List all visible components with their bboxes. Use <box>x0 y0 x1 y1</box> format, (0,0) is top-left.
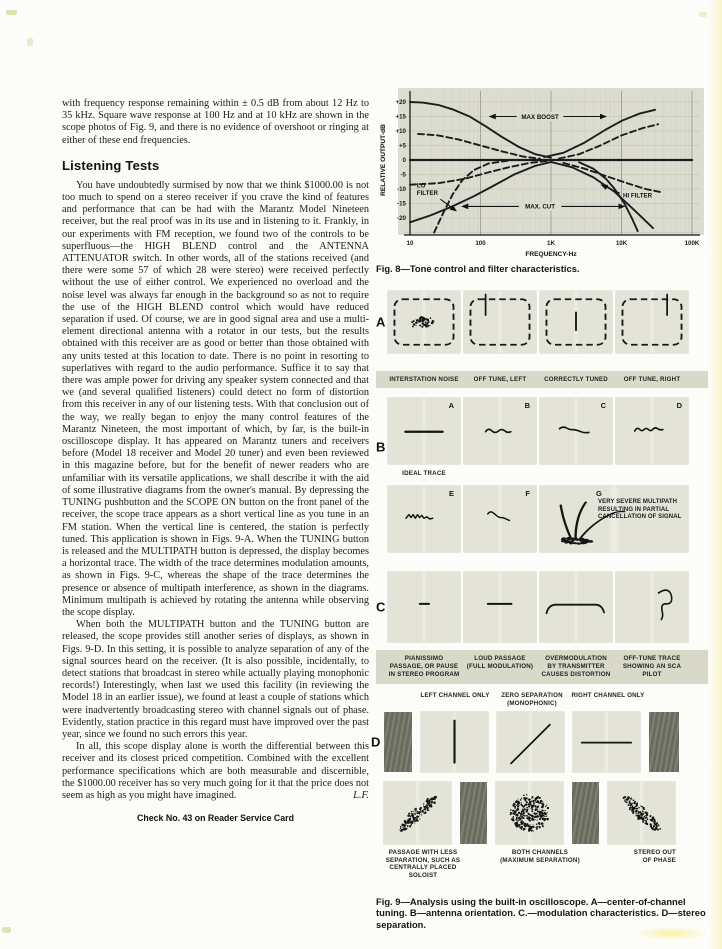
svg-text:10: 10 <box>406 240 414 247</box>
fig9-row-rowa <box>376 291 708 353</box>
screen-label: OFF-TUNE TRACE SHOWING AN SCA PILOT <box>622 655 682 678</box>
fig8-chart-svg <box>376 85 706 259</box>
screen-label: BOTH CHANNELS (MAXIMUM SEPARATION) <box>500 848 580 864</box>
svg-text:+20: +20 <box>395 99 406 107</box>
screen-letter: D <box>676 401 682 411</box>
row-d-labels <box>376 849 708 893</box>
reader-service-note: Check No. 43 on Reader Service Card <box>137 813 294 824</box>
svg-text:MAX BOOST: MAX BOOST <box>521 113 559 121</box>
screen-header: LEFT CHANNEL ONLY <box>420 691 490 699</box>
photo-strip <box>649 712 679 772</box>
scope-screen-noise-blob <box>388 291 460 353</box>
article-column <box>62 98 369 823</box>
screen-label: CORRECTLY TUNED <box>544 375 608 383</box>
article-paragraph-1: You have undoubtedly surmised by now that we think $1000.00 is not too much to spend on a stereo receiver if you crave the kind of features and performance that can be had with the Marantz Model Nineteen receiver, but the real proof was in its use and in listening to it. Frankly, in our experiments with FM reception, we found two of the controls to be superfluous—the HIGH BLEND control and the ANTENNA ATTENUATOR switch. In other words, all of the stations received (and there were some 57 of which 28 were stereo) were received perfectly without the use of either control. We experienced no overload and the noise level was always far enough in the background so as not to require the use of the HIGH BLEND control which would have reduced separation if used. Of course, we are in good signal area and use a multi-element directional antenna with a rotator in our tests, but the results obtained with this receiver are as good or better than those obtained with any units tested at this location to date. There is no point in resorting to superlatives with regard to the audio performance. Suffice it to say that there was ample power for driving any speaker system connected and that we (and several qualified listeners) could detect no form of distortion from this receiver in any of our listening tests. With that conclusion out of the way, we really began to enjoy the many control features of the Marantz Nineteen, the most important of which, by far, is the built-in oscilloscope display. It has appeared on Marantz tuners and receivers before (Model 18 receiver and Model 20 tuner) and even been reviewed in this magazine before, but for the benefit of newer readers who are unfamiliar with its versatile applications, we shall describe it with the aid of some illustrative diagrams from the owner's manual. By depressing the TUNING pushbutton and the SCOPE ON button on the front panel of the receiver, the scope trace appears as a short vertical line as you tune in an FM station. When the vertical line is centered, the station is perfectly tuned. This application is shown in Figs. 9-A. When the TUNING button is released and the MULTIPATH button is depressed, the display becomes a horizontal trace. The width of the trace determines modulation amounts, as shown in Figs. 9-C, whereas the shape of the trace determines the presence or absence of multipath interference, as shown in the diagrams. Minimum multipath is achieved by rotating the antenna while observing the scope display. <box>62 179 369 618</box>
vline-center-trace <box>540 291 612 353</box>
screen-letter: C <box>600 401 606 411</box>
label-band <box>376 371 708 389</box>
print-artifact <box>6 10 17 15</box>
scope-screen-wiggle-e <box>388 486 460 552</box>
svg-text:FILTER: FILTER <box>416 190 439 197</box>
screen-label: LOUD PASSAGE (FULL MODULATION) <box>466 655 534 671</box>
hline-long-trace <box>573 712 640 772</box>
fig9-row-rowb2 <box>376 486 708 552</box>
section-heading: Listening Tests <box>62 157 160 173</box>
svg-text:+15: +15 <box>395 113 406 121</box>
screen-letter: A <box>448 401 454 411</box>
author-initials: L.F. <box>353 789 369 801</box>
scan-edge-tint <box>709 0 722 949</box>
svg-text:0: 0 <box>402 157 406 165</box>
intro-paragraph: with frequency response remaining within ± 0.5 dB from about 12 Hz to 35 kHz. Square wave response at 100 Hz and at 10 kHz are shown in the scope photos of Fig. 9, and there is no evidence of overshoot or ringing at either of these end frequencies. <box>62 98 369 146</box>
scope-screen-wiggle-c <box>540 398 612 464</box>
svg-text:-5: -5 <box>400 171 406 179</box>
scope-screen-hline-long <box>573 712 640 772</box>
photo-strip <box>384 712 412 772</box>
scope-screen-hline-curved <box>540 572 612 642</box>
svg-text:HI FILTER: HI FILTER <box>623 192 653 200</box>
scope-screen-hline-short2 <box>464 572 536 642</box>
print-artifact <box>2 927 11 933</box>
svg-text:MAX. CUT: MAX. CUT <box>525 203 556 211</box>
print-artifact <box>27 38 33 46</box>
svg-text:-10: -10 <box>397 186 406 194</box>
photo-strip <box>572 782 599 844</box>
screen-label: OVERMODULATION BY TRANSMITTER CAUSES DISTORTION <box>541 655 611 678</box>
svg-text:LO: LO <box>416 182 426 190</box>
svg-text:FREQUENCY-Hz: FREQUENCY-Hz <box>525 251 577 258</box>
scope-screen-hline-tiny <box>388 572 460 642</box>
svg-text:-15: -15 <box>397 200 406 208</box>
vline-top-left-trace <box>464 291 536 353</box>
scope-screen-speckle-ellipse-down <box>608 782 675 844</box>
ideal-trace-label: IDEAL TRACE <box>402 470 446 478</box>
fig8-caption-text: —Tone control and filter characteristics. <box>400 263 580 274</box>
svg-text:100: 100 <box>475 240 486 247</box>
fig8-tone-control-chart <box>376 85 708 259</box>
hline-short2-trace <box>464 572 536 642</box>
svg-text:-20: -20 <box>397 215 406 223</box>
screen-header: RIGHT CHANNEL ONLY <box>571 691 645 699</box>
fig8-caption-prefix: Fig. 8 <box>376 263 401 274</box>
speckle-ellipse-down-trace <box>608 782 675 844</box>
screen-label: OFF TUNE, RIGHT <box>623 375 681 383</box>
article-paragraph-3 <box>62 741 369 802</box>
screen-letter: E <box>448 489 454 499</box>
scope-screen-hook <box>616 572 688 642</box>
fig9-row-rowc <box>376 572 708 642</box>
row-letter: C <box>376 599 386 615</box>
screen-header: ZERO SEPARATION (MONOPHONIC) <box>501 691 563 707</box>
scope-screen-hline-ideal <box>388 398 460 464</box>
scope-screen-wiggle-b <box>464 398 536 464</box>
fig8-caption <box>376 263 708 275</box>
scope-screen-fountain <box>540 486 688 552</box>
speckle-ellipse-up-trace <box>384 782 451 844</box>
svg-text:+5: +5 <box>398 142 406 150</box>
scope-screen-diag-up <box>497 712 564 772</box>
paragraph-text: In all, this scope display alone is worth the differential between this receiver and its closest priced competition. Combined with the excellent performance specifications which are both measurable and discernible, the $1000.00 receiver has so very much going for it that the price does not seem as high as you might have imagined. <box>62 741 369 801</box>
vline-tall-trace <box>421 712 488 772</box>
screen-letter: G <box>596 489 602 499</box>
screen-letter: F <box>525 489 530 499</box>
screen-label: STEREO OUT OF PHASE <box>633 848 676 864</box>
article-paragraph-2: When both the MULTIPATH button and the TUNING button are released, the scope provides still another series of displays, as shown in Figs. 9-D. In this setting, it is possible to analyze separation of any of the signal sources heard on the receiver. (It is also possible, incidentally, to detect stations that broadcast in stereo while actually playing monophonic records!) Interestingly, when last we used this facility (in reviewing the Model 18 in an earlier issue), we found at least a couple of stations which were inadvertently broadcasting stereo with channel signals out of phase. Evidently, station practice in this regard must have improved over the past year, since we found no such errors this year. <box>62 619 369 740</box>
screen-note: VERY SEVERE MULTIPATH RESULTING IN PARTIAL CANCELLATION OF SIGNAL <box>598 499 682 520</box>
fig9-caption <box>376 896 708 931</box>
hline-tiny-trace <box>388 572 460 642</box>
photo-strip <box>460 782 487 844</box>
speckle-circle-trace <box>496 782 563 844</box>
row-letter: D <box>371 734 381 750</box>
svg-text:+10: +10 <box>395 128 406 136</box>
fig9-oscilloscope-diagrams <box>371 291 708 893</box>
scope-screen-wiggle-d <box>616 398 688 464</box>
svg-text:100K: 100K <box>684 240 700 247</box>
hline-curved-trace <box>540 572 612 642</box>
screen-label: INTERSTATION NOISE <box>389 375 459 383</box>
screen-label: OFF TUNE, LEFT <box>473 375 527 383</box>
fig9-caption-prefix: Fig. 9 <box>376 895 401 907</box>
scope-screen-vline-top-left <box>464 291 536 353</box>
screen-letter: B <box>524 401 530 411</box>
row-letter: B <box>376 439 386 455</box>
noise-blob-trace <box>388 291 460 353</box>
scope-screen-speckle-ellipse-up <box>384 782 451 844</box>
screen-label: PIANISSIMO PASSAGE, OR PAUSE IN STEREO PROGRAM <box>388 655 460 678</box>
vline-top-right-trace <box>616 291 688 353</box>
figures-column <box>371 0 708 949</box>
svg-text:RELATIVE OUTPUT-dB: RELATIVE OUTPUT-dB <box>380 124 387 196</box>
scope-screen-vline-tall <box>421 712 488 772</box>
svg-text:10K: 10K <box>615 240 628 247</box>
svg-text:1K: 1K <box>547 240 555 247</box>
fig9-row-rowd1 <box>371 712 708 772</box>
scope-screen-wiggle-f <box>464 486 536 552</box>
fig9-row-rowb1 <box>376 398 708 478</box>
hook-trace <box>616 572 688 642</box>
scope-screen-vline-top-right <box>616 291 688 353</box>
screen-label: PASSAGE WITH LESS SEPARATION, SUCH AS CENTRALLY PLACED SOLOIST <box>385 848 461 880</box>
scope-screen-speckle-circle <box>496 782 563 844</box>
label-band <box>376 650 708 683</box>
diag-up-trace <box>497 712 564 772</box>
fig9-row-rowd2 <box>376 782 708 844</box>
fig9-caption-text: —Analysis using the built-in oscilloscope. A—center-of-channel tuning. B—antenna orientation. C.—modulation characteristics. D—stereo separation. <box>376 895 706 930</box>
scope-screen-vline-center <box>540 291 612 353</box>
row-letter: A <box>376 314 386 330</box>
row-d-headers <box>376 692 708 712</box>
